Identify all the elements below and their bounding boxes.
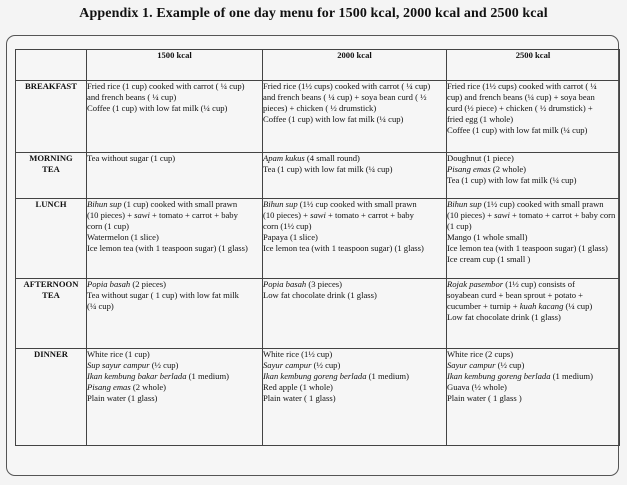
menu-line xyxy=(447,125,619,136)
menu-line xyxy=(87,349,262,360)
meal-label xyxy=(16,199,87,279)
menu-line xyxy=(447,221,619,232)
meal-label-line: AFTERNOON xyxy=(23,279,79,289)
menu-line xyxy=(263,221,446,232)
menu-line xyxy=(263,210,446,221)
menu-text: corn (1½ cup) xyxy=(263,221,312,231)
menu-line xyxy=(263,103,446,114)
dish-name: Apam kukus xyxy=(263,153,305,163)
menu-cell xyxy=(263,81,447,153)
menu-line xyxy=(87,279,262,290)
menu-line xyxy=(263,382,446,393)
meal-label-line: MORNING xyxy=(29,153,73,163)
dish-name: Pisang emas xyxy=(447,164,491,174)
menu-text: Plain water ( 1 glass) xyxy=(263,393,336,403)
menu-cell xyxy=(263,199,447,279)
menu-cell xyxy=(447,279,620,349)
meal-row xyxy=(16,153,620,199)
menu-text: White rice (2 cups) xyxy=(447,349,514,359)
menu-line xyxy=(447,210,619,221)
menu-line xyxy=(447,92,619,103)
dish-name: Rojak pasembor xyxy=(447,279,504,289)
menu-text: (1 cup) xyxy=(447,221,472,231)
menu-line xyxy=(263,199,446,210)
column-header: 1500 kcal xyxy=(87,50,263,81)
menu-cell xyxy=(87,153,263,199)
menu-text: (2 whole) xyxy=(490,164,527,174)
menu-text: corn (1 cup) xyxy=(87,221,129,231)
meal-label-line: TEA xyxy=(42,290,60,300)
menu-text: Coffee (1 cup) with low fat milk (¼ cup) xyxy=(447,125,588,135)
menu-cell xyxy=(87,81,263,153)
dish-name: kuah kacang xyxy=(519,301,564,311)
menu-text: (10 pieces) + xyxy=(447,210,495,220)
menu-line xyxy=(447,290,619,301)
meal-label xyxy=(16,153,87,199)
meal-row xyxy=(16,81,620,153)
menu-text: Fried rice (1½ cups) cooked with carrot ( ¼ xyxy=(447,81,597,91)
menu-text: + tomato + carrot + baby xyxy=(325,210,414,220)
menu-text: Plain water (1 glass) xyxy=(87,393,158,403)
menu-line xyxy=(263,243,446,254)
menu-line xyxy=(263,81,446,92)
menu-cell xyxy=(447,153,620,199)
menu-line xyxy=(447,81,619,92)
menu-cell xyxy=(447,81,620,153)
menu-line xyxy=(263,360,446,371)
menu-line xyxy=(263,371,446,382)
menu-line xyxy=(263,92,446,103)
meal-label-line: DINNER xyxy=(34,349,68,359)
menu-line xyxy=(263,279,446,290)
menu-line xyxy=(87,393,262,404)
menu-text: Ice lemon tea (with 1 teaspoon sugar) (1 glass) xyxy=(87,243,248,253)
menu-text: Plain water ( 1 glass ) xyxy=(447,393,522,403)
menu-line xyxy=(87,290,262,301)
menu-text: (½ cup) xyxy=(311,360,341,370)
menu-text: Mango (1 whole small) xyxy=(447,232,528,242)
menu-text: Ice cream cup (1 small ) xyxy=(447,254,531,264)
menu-text: Tea (1 cup) with low fat milk (¼ cup) xyxy=(263,164,393,174)
menu-text: Tea without sugar (1 cup) xyxy=(87,153,176,163)
menu-text: (3 pieces) xyxy=(306,279,343,289)
menu-text: and french beans ( ¼ cup) xyxy=(87,92,177,102)
menu-cell xyxy=(447,199,620,279)
menu-line xyxy=(447,153,619,164)
menu-cell xyxy=(87,349,263,446)
meal-label xyxy=(16,279,87,349)
menu-text: (¼ cup) xyxy=(87,301,114,311)
menu-line xyxy=(263,290,446,301)
menu-cell xyxy=(263,279,447,349)
menu-line xyxy=(263,349,446,360)
menu-text: (1½ cup) cooked with small prawn xyxy=(481,199,604,209)
menu-text: (1 cup) cooked with small prawn xyxy=(121,199,238,209)
menu-line xyxy=(87,210,262,221)
meal-label xyxy=(16,349,87,446)
menu-line xyxy=(447,199,619,210)
menu-text: Ice lemon tea (with 1 teaspoon sugar) (1 glass) xyxy=(263,243,424,253)
menu-line xyxy=(447,254,619,265)
menu-text: + tomato + carrot + baby corn xyxy=(509,210,616,220)
menu-body xyxy=(16,81,620,446)
menu-line xyxy=(447,114,619,125)
menu-text: White rice (1 cup) xyxy=(87,349,150,359)
menu-line xyxy=(447,371,619,382)
menu-text: (1½ cup cooked with small prawn xyxy=(297,199,417,209)
menu-text: curd (½ piece) + chicken ( ½ drumstick) + xyxy=(447,103,593,113)
menu-cell xyxy=(263,153,447,199)
menu-text: + tomato + carrot + baby xyxy=(149,210,238,220)
menu-text: cup) and french beans (¼ cup) + soya bean xyxy=(447,92,595,102)
dish-name: sawi xyxy=(494,210,510,220)
menu-line xyxy=(447,232,619,243)
meal-row xyxy=(16,199,620,279)
menu-line xyxy=(87,221,262,232)
menu-text: Tea (1 cup) with low fat milk (¼ cup) xyxy=(447,175,577,185)
meal-label-line: TEA xyxy=(42,164,60,174)
menu-line xyxy=(447,312,619,323)
dish-name: Popia basah xyxy=(87,279,131,289)
menu-text: soyabean curd + bean sprout + potato + xyxy=(447,290,584,300)
menu-line xyxy=(447,349,619,360)
corner-cell xyxy=(16,50,87,81)
dish-name: Ikan kembung bakar berlada xyxy=(87,371,187,381)
meal-label-line: LUNCH xyxy=(35,199,67,209)
menu-text: (¼ cup) xyxy=(563,301,593,311)
menu-line xyxy=(87,360,262,371)
menu-text: Red apple (1 whole) xyxy=(263,382,333,392)
menu-text: (10 pieces) + xyxy=(87,210,135,220)
dish-name: Popia basah xyxy=(263,279,307,289)
dish-name: sawi xyxy=(134,210,150,220)
menu-text: cucumber + turnip + xyxy=(447,301,520,311)
meal-row xyxy=(16,349,620,446)
dish-name: Sayur campur xyxy=(447,360,496,370)
menu-text: Coffee (1 cup) with low fat milk (¼ cup) xyxy=(263,114,404,124)
menu-text: Ice lemon tea (with 1 teaspoon sugar) (1 glass) xyxy=(447,243,608,253)
menu-cell xyxy=(447,349,620,446)
menu-text: (½ cup) xyxy=(149,360,179,370)
menu-text: (2 whole) xyxy=(130,382,167,392)
column-header: 2500 kcal xyxy=(447,50,620,81)
menu-line xyxy=(447,382,619,393)
menu-line xyxy=(447,164,619,175)
menu-line xyxy=(263,164,446,175)
menu-text: (2 pieces) xyxy=(130,279,167,289)
dish-name: Bihun sup xyxy=(87,199,122,209)
menu-text: Watermelon (1 slice) xyxy=(87,232,159,242)
menu-cell xyxy=(87,199,263,279)
menu-text: Fried rice (1½ cups) cooked with carrot ( ¼ cup) xyxy=(263,81,431,91)
dish-name: Sup sayur campur xyxy=(87,360,150,370)
menu-text: Fried rice (1 cup) cooked with carrot ( ¼ cup) xyxy=(87,81,245,91)
menu-text: Low fat chocolate drink (1 glass) xyxy=(447,312,561,322)
menu-line xyxy=(87,232,262,243)
menu-text: White rice (1½ cup) xyxy=(263,349,333,359)
menu-text: (4 small round) xyxy=(304,153,360,163)
page-title: Appendix 1. Example of one day menu for 1500 kcal, 2000 kcal and 2500 kcal xyxy=(79,6,548,21)
menu-line xyxy=(87,103,262,114)
menu-text: (1 medium) xyxy=(550,371,593,381)
menu-line xyxy=(87,199,262,210)
meal-label-line: BREAKFAST xyxy=(25,81,77,91)
menu-line xyxy=(87,92,262,103)
menu-text: Low fat chocolate drink (1 glass) xyxy=(263,290,377,300)
menu-line xyxy=(263,393,446,404)
meal-label xyxy=(16,81,87,153)
menu-line xyxy=(447,243,619,254)
dish-name: Bihun sup xyxy=(263,199,298,209)
menu-text: (1½ cup) consists of xyxy=(503,279,575,289)
menu-line xyxy=(87,243,262,254)
menu-text: Tea without sugar ( 1 cup) with low fat milk xyxy=(87,290,239,300)
dish-name: Bihun sup xyxy=(447,199,482,209)
menu-line xyxy=(447,301,619,312)
menu-text: fried egg (1 whole) xyxy=(447,114,514,124)
menu-text: (1 medium) xyxy=(366,371,409,381)
menu-line xyxy=(87,382,262,393)
menu-line xyxy=(447,360,619,371)
column-header: 2000 kcal xyxy=(263,50,447,81)
menu-cell xyxy=(263,349,447,446)
menu-table xyxy=(15,49,620,446)
dish-name: Pisang emas xyxy=(87,382,131,392)
header-row xyxy=(16,50,620,81)
menu-text: Coffee (1 cup) with low fat milk (¼ cup) xyxy=(87,103,228,113)
meal-row xyxy=(16,279,620,349)
menu-line xyxy=(87,81,262,92)
menu-line xyxy=(447,175,619,186)
menu-text: Papaya (1 slice) xyxy=(263,232,318,242)
menu-line xyxy=(263,114,446,125)
menu-line xyxy=(263,232,446,243)
menu-text: (½ cup) xyxy=(495,360,525,370)
menu-text: and french beans ( ¼ cup) + soya bean curd ( ½ xyxy=(263,92,427,102)
menu-line xyxy=(447,279,619,290)
dish-name: sawi xyxy=(310,210,326,220)
dish-name: Ikan kembung goreng berlada xyxy=(447,371,551,381)
menu-line xyxy=(87,301,262,312)
dish-name: Sayur campur xyxy=(263,360,312,370)
menu-text: pieces) + chicken ( ½ drumstick) xyxy=(263,103,377,113)
menu-cell xyxy=(87,279,263,349)
menu-line xyxy=(447,393,619,404)
menu-text: (1 medium) xyxy=(186,371,230,381)
menu-line xyxy=(87,153,262,164)
menu-line xyxy=(447,103,619,114)
menu-text: Doughnut (1 piece) xyxy=(447,153,514,163)
menu-text: Guava (½ whole) xyxy=(447,382,507,392)
menu-line xyxy=(263,153,446,164)
menu-line xyxy=(87,371,262,382)
dish-name: Ikan kembung goreng berlada xyxy=(263,371,367,381)
menu-text: (10 pieces) + xyxy=(263,210,311,220)
